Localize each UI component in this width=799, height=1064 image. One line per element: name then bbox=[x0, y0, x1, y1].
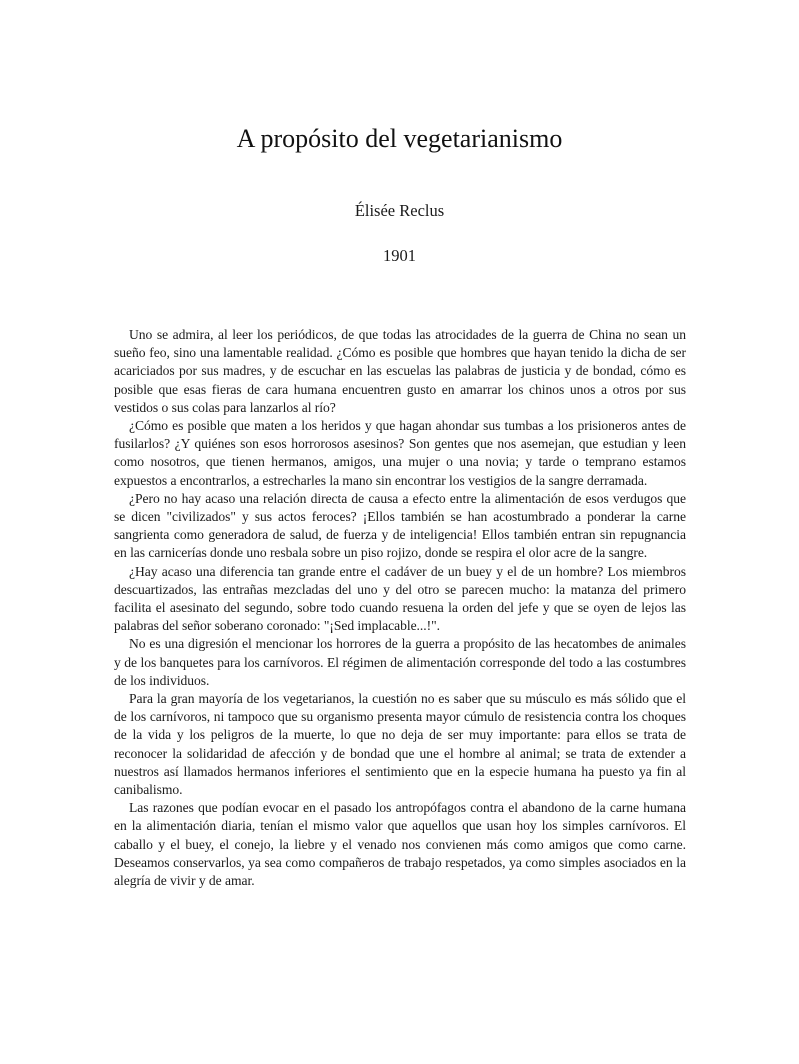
paragraph: Uno se admira, al leer los periódicos, de que todas las atrocidades de la guerra de China no sean un sueño feo, sino una lamentable realidad. ¿Cómo es posible que hombres que hayan tenido la dicha de ser acariciados por sus madres, y de escuchar en las escuelas las palabras de justicia y de bondad, cómo es posible que esas fieras de cara humana encuentren gusto en amarrar los chinos unos a otros por sus vestidos o sus colas para lanzarlos al río? bbox=[114, 327, 686, 415]
paragraph: ¿Hay acaso una diferencia tan grande entre el cadáver de un buey y el de un hombre? Los miembros descuartizados, las entrañas mezcladas del uno y del otro se parecen mucho: la matanza del primero facilita el asesinato del segundo, sobre todo cuando resuena la orden del jefe y que se oyen de lejos las palabras del señor soberano coronado: "¡Sed implacable...!". bbox=[114, 563, 686, 634]
document-date: 1901 bbox=[383, 246, 416, 265]
paragraph: Las razones que podían evocar en el pasado los antropófagos contra el abandono de la carne humana en la alimentación diaria, tenían el mismo valor que aquellos que usan hoy los simples carnívoros. El caballo y el buey, el conejo, la liebre y el venado nos convienen más como amigos que como carne. Deseamos conservarlos, ya sea como compañeros de trabajo respetados, ya como simples asociados en la alegría de vivir y de amar. bbox=[114, 800, 686, 889]
document-title: A propósito del vegetarianismo bbox=[236, 124, 563, 153]
document-author: Élisée Reclus bbox=[354, 201, 445, 220]
document-body bbox=[114, 326, 686, 890]
paragraph: ¿Pero no hay acaso una relación directa de causa a efecto entre la alimentación de esos verdugos que se dicen "civilizados" y sus actos feroces? ¡Ellos también se han acostumbrado a ponderar la carne sangrienta como generadora de salud, de fuerza y de inteligencia! Ellos también entran sin repugnancia en las carnicerías donde uno resbala sobre un piso rojizo, donde se respira el olor acre de la sangre. bbox=[114, 490, 686, 561]
paragraph: ¿Cómo es posible que maten a los heridos y que hagan ahondar sus tumbas a los prisioneros antes de fusilarlos? ¿Y quiénes son esos horrorosos asesinos? Son gentes que nos asemejan, que estudian y leen como nosotros, que tienen hermanos, amigos, una mujer o una novia; y tarde o temprano estamos expuestos a encontrarlos, a estrecharles la mano sin encontrar los vestigios de la sangre derramada. bbox=[114, 418, 686, 488]
paragraph: Para la gran mayoría de los vegetarianos, la cuestión no es saber que su músculo es más sólido que el de los carnívoros, ni tampoco que su organismo presenta mayor cúmulo de resistencia contra los choques de la vida y los peligros de la muerte, lo que no deja de ser muy importante: para ellos se trata de reconocer la solidaridad de afección y de bondad que une el hombre al animal; se trata de extender a nuestros así llamados hermanos inferiores el sentimiento que en la especie humana ha puesto ya fin al canibalismo. bbox=[114, 691, 686, 798]
paragraph: No es una digresión el mencionar los horrores de la guerra a propósito de las hecatombes de animales y de los banquetes para los carnívoros. El régimen de alimentación corresponde del todo a las costumbres de los individuos. bbox=[114, 636, 686, 688]
